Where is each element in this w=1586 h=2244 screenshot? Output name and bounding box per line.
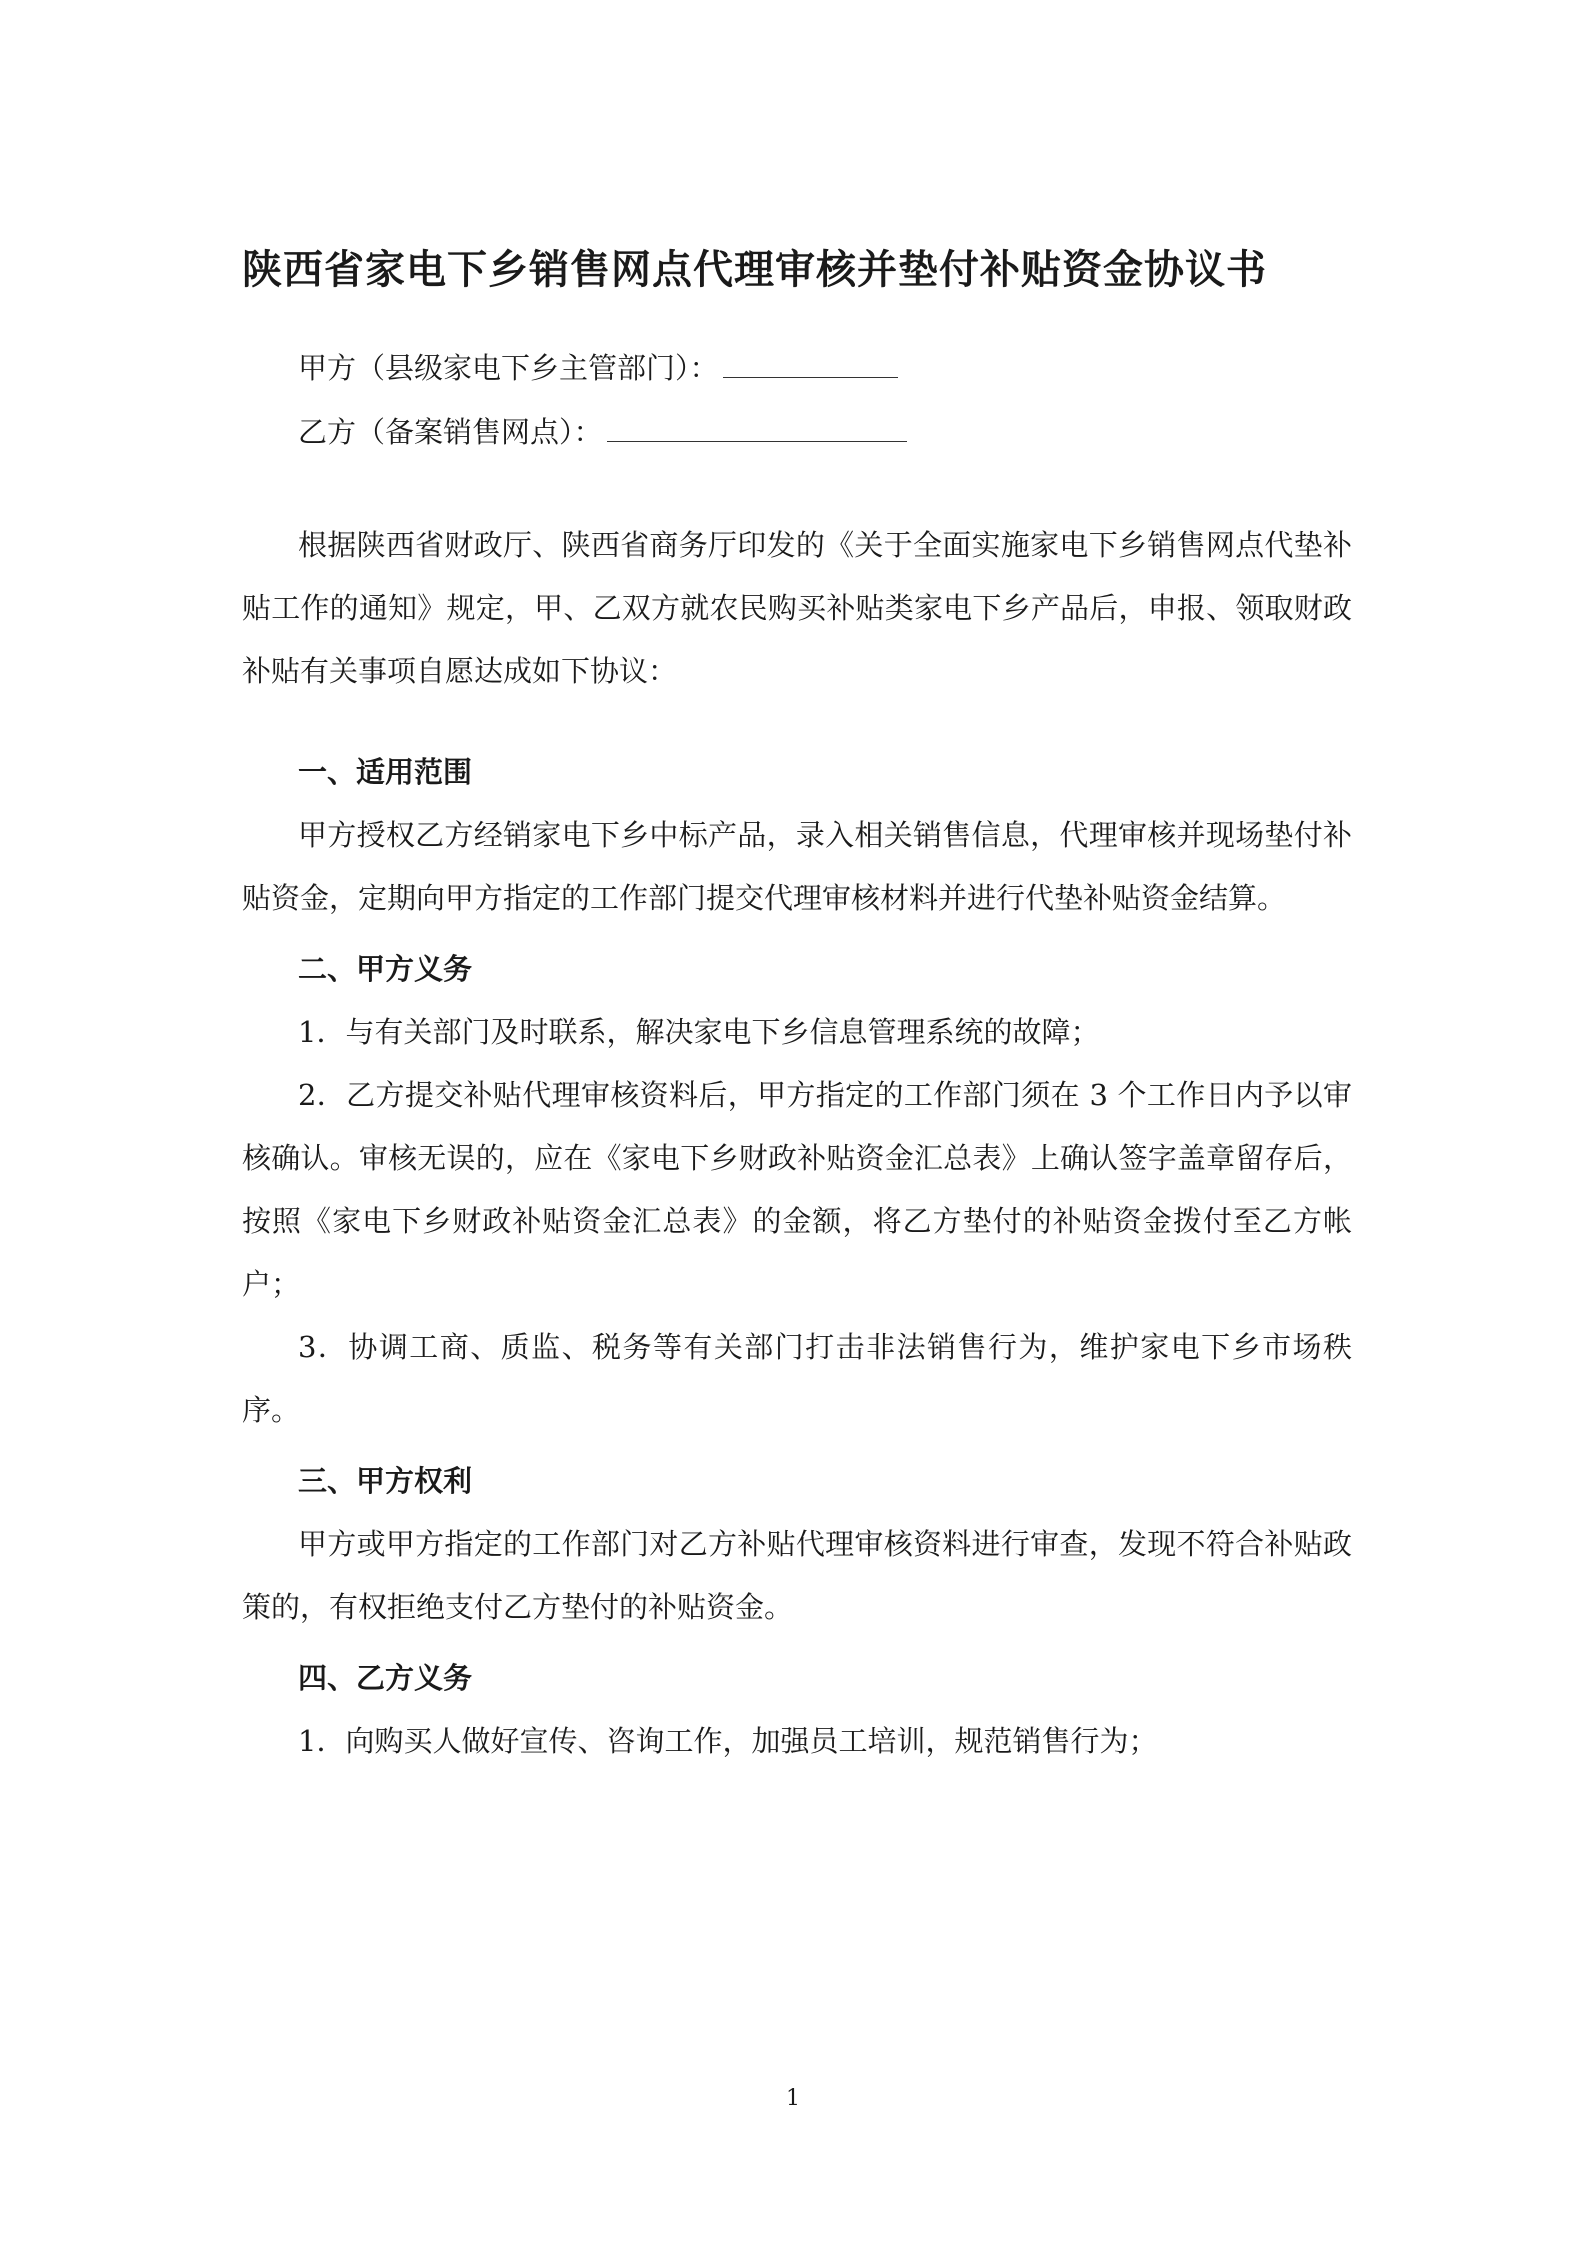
party-b-label: 乙方（备案销售网点）： (298, 415, 603, 449)
section-heading-party-a-rights: 三、甲方权利 (298, 1464, 473, 1498)
party-b-duty-1: 1．向购买人做好宣传、咨询工作，加强员工培训，规范销售行为； (298, 1724, 1158, 1758)
party-a-line (298, 346, 898, 387)
intro-block (242, 514, 1352, 703)
document-title: 陕西省家电下乡销售网点代理审核并垫付补贴资金协议书 (242, 247, 1267, 293)
section-heading-party-b-duties: 四、乙方义务 (298, 1661, 473, 1695)
section-scope-paragraph: 甲方授权乙方经销家电下乡中标产品，录入相关销售信息，代理审核并现场垫付补贴资金，定期向甲方指定的工作部门提交代理审核材料并进行代垫补贴资金结算。 (242, 818, 1352, 915)
party-a-blank-field[interactable] (723, 349, 898, 378)
party-b-blank-field[interactable] (607, 413, 907, 442)
party-a-rights-paragraph: 甲方或甲方指定的工作部门对乙方补贴代理审核资料进行审查，发现不符合补贴政策的，有权拒绝支付乙方垫付的补贴资金。 (242, 1527, 1352, 1624)
party-a-duty-2: 2．乙方提交补贴代理审核资料后，甲方指定的工作部门须在 3 个工作日内予以审核确认。审核无误的，应在《家电下乡财政补贴资金汇总表》上确认签字盖章留存后，按照《家电下乡财政补贴资金汇总表》的金额，将乙方垫付的补贴资金拨付至乙方帐户； (242, 1078, 1352, 1301)
page-number: 1 (786, 2086, 800, 2111)
section-heading-scope: 一、适用范围 (298, 755, 473, 789)
party-a-label: 甲方（县级家电下乡主管部门）： (298, 351, 719, 385)
sections-block (242, 741, 1352, 1773)
party-b-line (298, 410, 907, 451)
intro-paragraph: 根据陕西省财政厅、陕西省商务厅印发的《关于全面实施家电下乡销售网点代垫补贴工作的通知》规定，甲、乙双方就农民购买补贴类家电下乡产品后，申报、领取财政补贴有关事项自愿达成如下协议： (242, 528, 1352, 688)
party-a-duty-1: 1．与有关部门及时联系，解决家电下乡信息管理系统的故障； (298, 1015, 1100, 1049)
section-heading-party-a-duties: 二、甲方义务 (298, 952, 473, 986)
party-a-duty-3: 3．协调工商、质监、税务等有关部门打击非法销售行为，维护家电下乡市场秩序。 (242, 1330, 1352, 1427)
